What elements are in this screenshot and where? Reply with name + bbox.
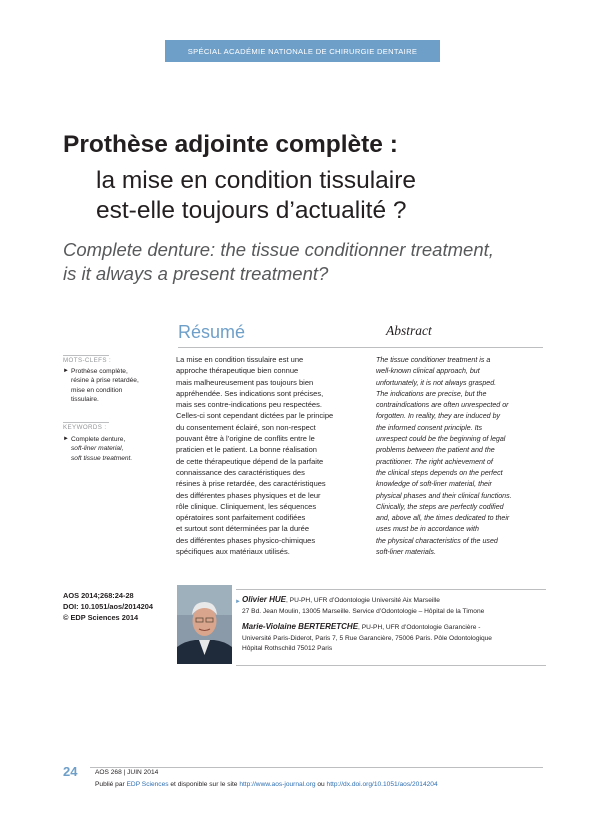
resume-line: appréhendée. Ses indications sont précises,	[176, 388, 324, 398]
resume-line: mais ses contre-indications peu respectées.	[176, 400, 322, 410]
abstract-line: the clinical steps depends on the perfect	[376, 468, 503, 477]
keyword-fr-3: mise en condition	[71, 386, 123, 394]
pub-prefix: Publié par	[95, 781, 127, 788]
publication-note	[95, 781, 438, 788]
copyright: © EDP Sciences 2014	[63, 613, 139, 622]
abstract-line: the physical characteristics of the used	[376, 536, 498, 545]
resume-line: des différentes phases physiques et de leur	[176, 490, 321, 500]
abstract-line: contraindications are often unrespected or	[376, 401, 509, 410]
resume-line: résines à prise retardée, des caractéristiques	[176, 479, 326, 489]
author-2	[242, 622, 547, 655]
keyword-fr-1: Prothèse complète,	[71, 368, 128, 375]
author-portrait-image	[177, 585, 232, 664]
resume-line: Celles-ci sont cependant dictées par le principe	[176, 411, 334, 421]
resume-line: connaissance des caractéristiques des	[176, 467, 305, 477]
resume-heading: Résumé	[178, 322, 246, 342]
abstract-line: The indications are precise, but the	[376, 389, 487, 398]
authors-top-rule	[236, 589, 546, 590]
author-1-address: 27 Bd. Jean Moulin, 13005 Marseille. Service d’Odontologie – Hôpital de la Timone	[242, 607, 485, 615]
resume-line: pouvant être à l’origine de conflits entre le	[176, 434, 315, 444]
keywords-en-rule	[63, 422, 109, 423]
abstract-line: the informed consent principle. Its	[376, 423, 483, 432]
abstract-line: uses must be in accordance with	[376, 525, 479, 534]
author-2-hospital: Hôpital Rothschild 75012 Paris	[242, 645, 333, 652]
abstract-line: unfortunately, it is not always grasped.	[376, 378, 497, 387]
abstract-line: physical phases and their clinical functions.	[376, 491, 512, 500]
abstract-line: well-known clinical approach, but	[376, 367, 480, 376]
abstract-line: The tissue conditioner treatment is a	[376, 356, 491, 364]
pub-mid: et disponible sur le site	[168, 781, 240, 788]
journal-site-link[interactable]: http://www.aos-journal.org	[239, 781, 316, 788]
author-photo	[177, 585, 232, 664]
article-title-line-1: Prothèse adjointe complète :	[63, 131, 398, 158]
author-2-affiliation: , PU-PH, UFR d’Odontologie Garancière -	[358, 624, 481, 631]
author-1-affiliation: , PU-PH, UFR d’Odontologie Université Aix Marseille	[286, 597, 440, 604]
article-title-line-3: est-elle toujours d’actualité ?	[96, 197, 407, 224]
keywords-en-label: KEYWORDS :	[63, 424, 107, 431]
abstract-line: forgotten. In reality, they are induced by	[376, 412, 501, 421]
keyword-en-2: soft-liner material,	[71, 445, 124, 453]
keyword-fr-4: tissulaire.	[71, 396, 99, 404]
doi: DOI: 10.1051/aos/2014204	[63, 602, 153, 611]
keywords-fr-list	[63, 367, 171, 405]
abstract-line: and, above all, the times dedicated to their	[376, 514, 510, 523]
resume-line: du consentement éclairé, son non-respect	[176, 422, 316, 432]
bullet-icon: ►	[63, 436, 69, 442]
keyword-en-1: Complete denture,	[71, 436, 126, 443]
author-1	[235, 595, 547, 617]
keywords-fr-label: MOTS-CLEFS :	[63, 357, 112, 364]
author-2-address: Université Paris-Diderot, Paris 7, 5 Rue Garancière, 75006 Paris. Pôle Odontologique	[242, 634, 492, 642]
doi-link[interactable]: http://dx.doi.org/10.1051/aos/2014204	[326, 781, 438, 788]
author-2-name: Marie-Violaine BERTERETCHE	[242, 622, 359, 631]
abstract-text	[376, 355, 546, 558]
abstract-line: practitioner. The right achievement of	[376, 457, 493, 466]
english-title-line-2: is it always a present treatment?	[63, 263, 329, 284]
issue-label: AOS 268 | JUIN 2014	[95, 769, 159, 776]
resume-line: de cette thérapeutique dépend de la parfaite	[176, 456, 324, 466]
abstract-line: soft-liner materials.	[376, 548, 436, 557]
keywords-en-list	[63, 435, 171, 463]
publisher-link[interactable]: EDP Sciences	[126, 781, 169, 788]
citation: AOS 2014;268:24-28	[63, 591, 134, 600]
english-title-line-1: Complete denture: the tissue conditionner treatment,	[63, 239, 494, 260]
keyword-fr-2: résine à prise retardée,	[71, 377, 139, 385]
abstract-line: problems between the patient and the	[376, 446, 495, 455]
resume-line: La mise en condition tissulaire est une	[176, 355, 304, 364]
section-banner: SPÉCIAL ACADÉMIE NATIONALE DE CHIRURGIE DENTAIRE	[165, 40, 440, 62]
english-title	[63, 238, 543, 286]
page-number: 24	[63, 764, 78, 779]
footer-rule	[90, 767, 543, 768]
resume-line: opératoires sont parfaitement codifiées	[176, 513, 306, 523]
bullet-icon: ►	[63, 368, 69, 374]
abstract-heading: Abstract	[386, 323, 432, 338]
resume-line: et surtout sont déterminées par la durée	[176, 524, 309, 534]
resume-text	[176, 354, 349, 557]
resume-line: des différentes phases physico-chimiques	[176, 535, 316, 545]
author-1-name: Olivier HUE	[242, 595, 287, 604]
resume-line: mais malheureusement pas toujours bien	[176, 377, 314, 387]
abstract-line: knowledge of soft-liner material, their	[376, 480, 492, 489]
authors-bottom-rule	[236, 665, 546, 666]
pub-or: ou	[315, 781, 327, 788]
resume-line: rôle clinique. Cliniquement, les séquences	[176, 501, 317, 511]
heading-divider	[178, 347, 543, 348]
resume-line: spécifiques aux matériaux utilisés.	[176, 547, 290, 557]
abstract-line: Clinically, the steps are perfectly codified	[376, 502, 504, 511]
keyword-en-3: soft tissue treatment.	[71, 454, 133, 462]
resume-line: approche thérapeutique bien connue	[176, 366, 299, 376]
keywords-fr-rule	[63, 355, 109, 356]
resume-line: praticien et le patient. La bonne réalisation	[176, 445, 317, 455]
author-arrow-icon: ►	[235, 599, 241, 605]
article-title-line-2: la mise en condition tissulaire	[96, 167, 417, 194]
citation-block	[63, 590, 153, 623]
abstract-line: unrespect could be the beginning of legal	[376, 435, 506, 444]
